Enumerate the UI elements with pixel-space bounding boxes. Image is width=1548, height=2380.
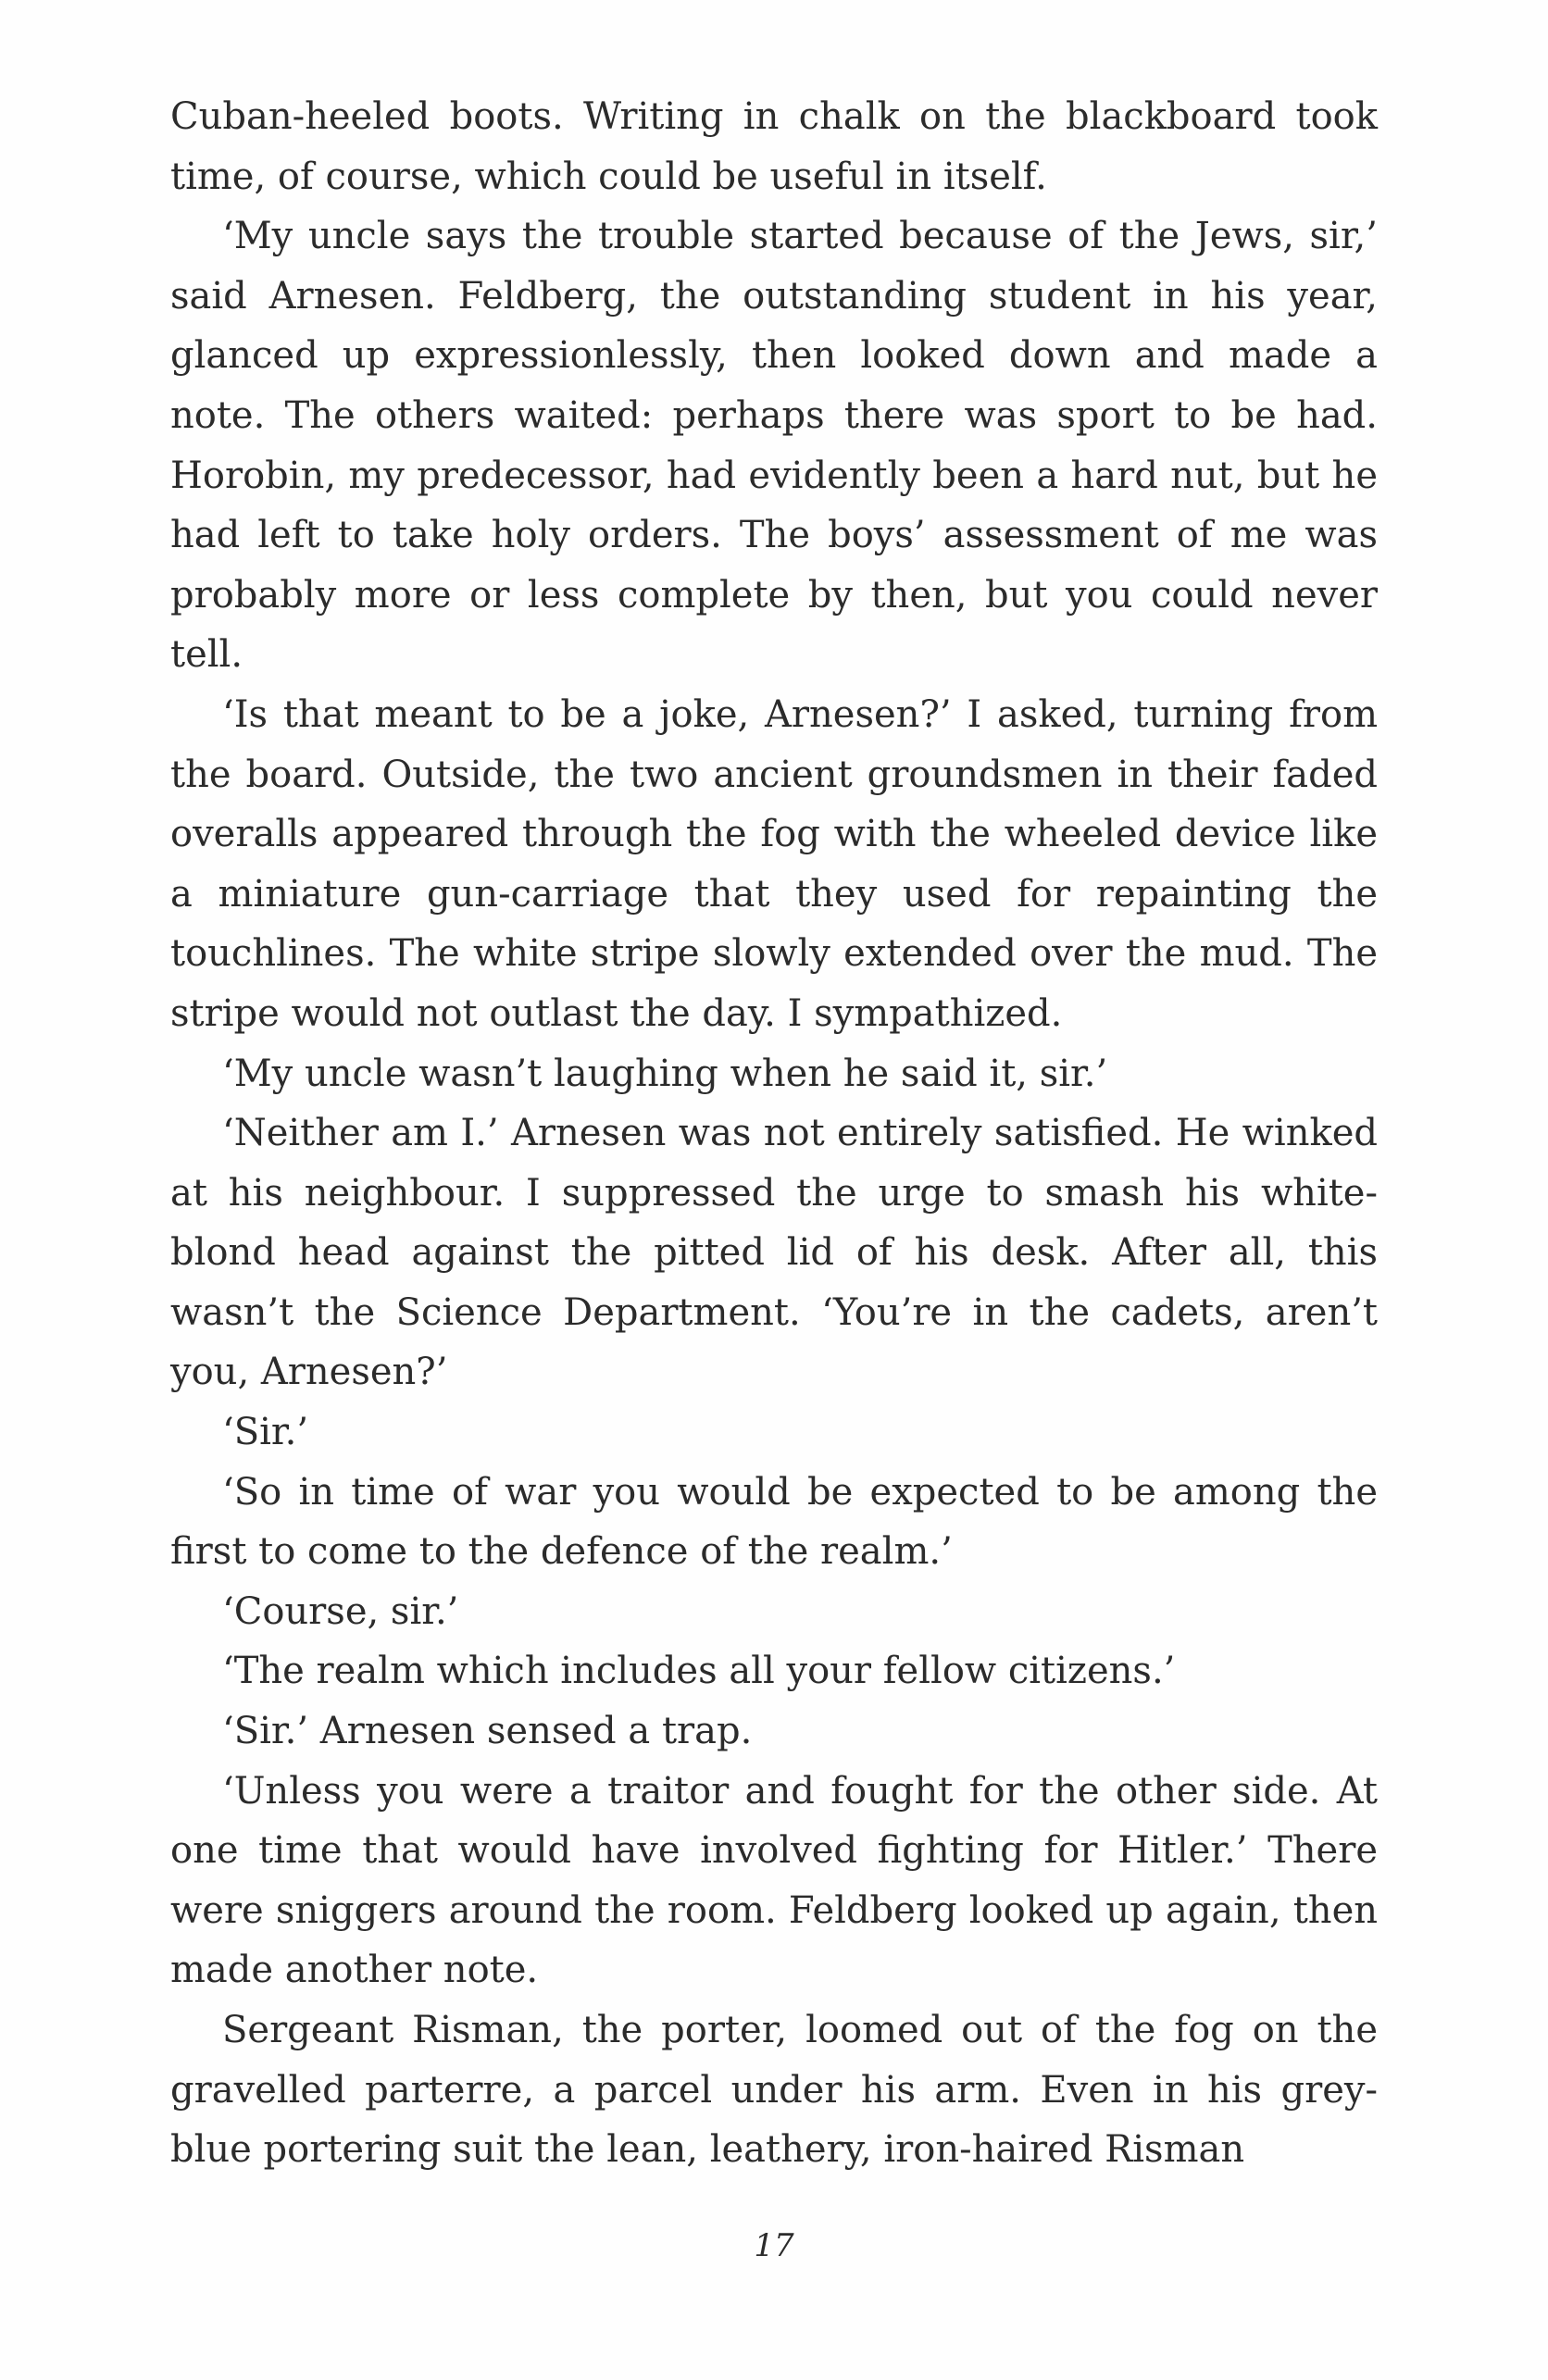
paragraph: Sergeant Risman, the porter, loomed out of the fog on the gravelled parterre, a parcel under his arm. Even in his grey-blue portering suit the lean, leathery, iron-haired Risman [170, 2009, 1378, 2172]
paragraph: ‘Course, sir.’ [222, 1589, 459, 1633]
paragraph: ‘My uncle wasn’t laughing when he said it, sir.’ [222, 1052, 1108, 1095]
paragraph: ‘Neither am I.’ Arnesen was not entirely satisfied. He winked at his neighbour. I suppressed the urge to smash his white-blond head against the pitted lid of his desk. After all, this wasn’t the Science Department. ‘You’re in the cadets, aren’t you, Arnesen?’ [170, 1112, 1378, 1394]
paragraph: ‘So in time of war you would be expected to be among the first to come to the defence of the realm.’ [170, 1470, 1378, 1574]
paragraph: ‘Unless you were a traitor and fought for the other side. At one time that would have involved fighting for Hitler.’ There were sniggers around the room. Feldberg looked up again, then made another note. [170, 1769, 1378, 1992]
paragraph: Cuban-heeled boots. Writing in chalk on the blackboard took time, of course, which could be useful in itself. [170, 95, 1378, 198]
paragraph: ‘Sir.’ [222, 1411, 309, 1454]
paragraph: ‘My uncle says the trouble started because of the Jews, sir,’ said Arnesen. Feldberg, the outstanding student in his year, glanced up expressionlessly, then looked down and made a note. The others waited: perhaps there was sport to be had. Horobin, my predecessor, had evidently been a hard nut, but he had left to take holy orders. The boys’ assessment of me was probably more or less complete by then, but you could never tell. [170, 215, 1378, 677]
page-number: 17 [754, 2227, 794, 2264]
paragraph: ‘Is that meant to be a joke, Arnesen?’ I asked, turning from the board. Outside, the two ancient groundsmen in their faded overalls appeared through the fog with the wheeled device like a miniature gun-carriage that they used for repainting the touchlines. The white stripe slowly extended over the mud. The stripe would not outlast the day. I sympathized. [170, 692, 1378, 1035]
paragraph: ‘The realm which includes all your fellow citizens.’ [222, 1650, 1176, 1693]
paragraph: ‘Sir.’ Arnesen sensed a trap. [222, 1710, 753, 1753]
body-text [170, 87, 1378, 2180]
